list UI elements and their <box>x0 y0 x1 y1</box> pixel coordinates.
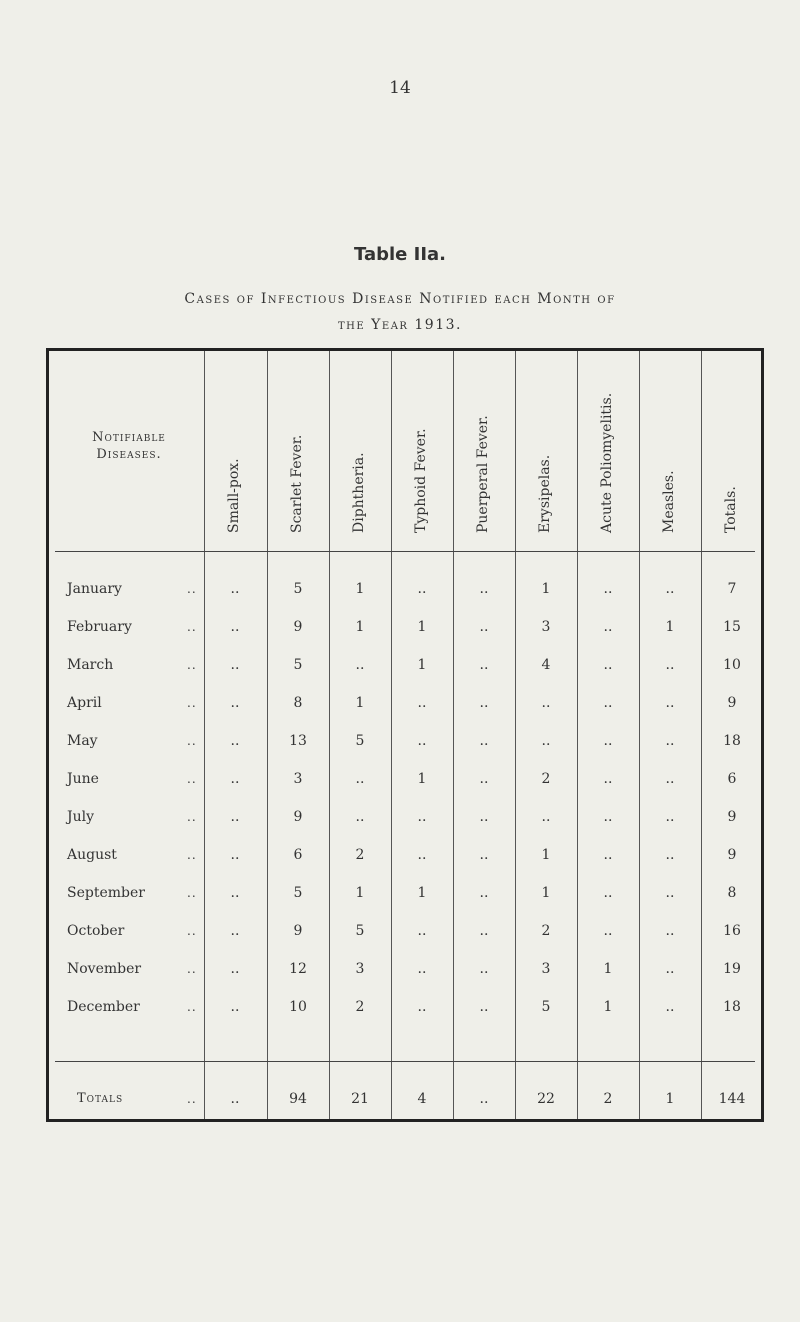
column-header: Totals. <box>723 486 739 533</box>
table-cell: .. <box>417 961 427 977</box>
table-cell: 1 <box>541 847 551 863</box>
table-cell: .. <box>479 809 489 825</box>
month-label: October <box>67 923 125 939</box>
table-cell: .. <box>230 771 240 787</box>
table-cell: .. <box>355 809 365 825</box>
month-label: June <box>67 771 99 787</box>
table-cell: 9 <box>727 809 737 825</box>
table-cell: .. <box>603 885 613 901</box>
leader-dots: .. <box>187 886 197 900</box>
table-cell: 3 <box>293 771 303 787</box>
table-cell: .. <box>603 695 613 711</box>
table-cell: .. <box>665 581 675 597</box>
table-cell: .. <box>665 961 675 977</box>
table-cell: .. <box>230 581 240 597</box>
table-cell: 1 <box>665 619 675 635</box>
month-label: September <box>67 885 145 901</box>
table-cell: .. <box>603 847 613 863</box>
table-cell: .. <box>479 657 489 673</box>
table-cell: .. <box>603 733 613 749</box>
table-cell: 2 <box>541 771 551 787</box>
month-label: March <box>67 657 114 673</box>
table-cell: .. <box>479 581 489 597</box>
totals-cell: 1 <box>665 1091 675 1107</box>
table-cell: .. <box>665 885 675 901</box>
table-cell: .. <box>230 733 240 749</box>
totals-cell: 22 <box>537 1091 555 1107</box>
leader-dots: .. <box>187 658 197 672</box>
table-cell: 9 <box>293 809 303 825</box>
table-cell: .. <box>603 619 613 635</box>
table-cell: .. <box>541 733 551 749</box>
totals-cell: .. <box>479 1091 489 1107</box>
table-cell: .. <box>665 999 675 1015</box>
table-cell: .. <box>230 619 240 635</box>
table-cell: .. <box>665 847 675 863</box>
totals-rule <box>55 1061 755 1062</box>
page-number: 14 <box>389 78 411 98</box>
leader-dots: .. <box>187 1000 197 1014</box>
column-header: Acute Poliomyelitis. <box>599 392 615 533</box>
table-cell: .. <box>479 695 489 711</box>
table-cell: 1 <box>355 581 365 597</box>
table-cell: 6 <box>293 847 303 863</box>
table-cell: 9 <box>293 923 303 939</box>
table-cell: 1 <box>603 961 613 977</box>
table-cell: .. <box>230 885 240 901</box>
table-cell: 2 <box>541 923 551 939</box>
month-label: August <box>67 847 117 863</box>
table-cell: .. <box>603 581 613 597</box>
table-cell: 8 <box>293 695 303 711</box>
column-header: Measles. <box>661 470 677 533</box>
leader-dots: .. <box>187 848 197 862</box>
table-cell: .. <box>355 657 365 673</box>
table-cell: .. <box>541 809 551 825</box>
table-cell: .. <box>355 771 365 787</box>
month-label: July <box>67 809 95 825</box>
column-header: Typhoid Fever. <box>413 428 429 533</box>
totals-cell: 94 <box>289 1091 307 1107</box>
table-cell: 9 <box>727 847 737 863</box>
table-cell: .. <box>665 733 675 749</box>
table-cell: .. <box>417 809 427 825</box>
table-cell: 5 <box>293 885 303 901</box>
totals-cell: 21 <box>351 1091 369 1107</box>
table-cell: 5 <box>355 733 365 749</box>
table-cell: .. <box>603 657 613 673</box>
table-subtitle <box>0 286 800 338</box>
totals-cell: 4 <box>417 1091 427 1107</box>
table-cell: .. <box>230 695 240 711</box>
leader-dots: .. <box>187 810 197 824</box>
table-cell: 1 <box>541 885 551 901</box>
column-header: Diphtheria. <box>351 452 367 533</box>
table-cell: 8 <box>727 885 737 901</box>
table-cell: .. <box>230 809 240 825</box>
table-cell: 9 <box>293 619 303 635</box>
table-cell: .. <box>603 771 613 787</box>
table-cell: .. <box>665 809 675 825</box>
totals-label: Totals <box>77 1091 124 1106</box>
column-header: Small-pox. <box>226 458 242 533</box>
table-cell: 6 <box>727 771 737 787</box>
table-cell: .. <box>417 923 427 939</box>
table-cell: .. <box>417 581 427 597</box>
table-cell: 1 <box>417 619 427 635</box>
month-label: January <box>67 581 122 597</box>
leader-dots: .. <box>187 582 197 596</box>
table-cell: 19 <box>723 961 741 977</box>
table-cell: .. <box>665 923 675 939</box>
table-cell: .. <box>603 923 613 939</box>
table-cell: .. <box>417 733 427 749</box>
table-cell: .. <box>230 961 240 977</box>
table-cell: .. <box>417 695 427 711</box>
table-cell: 1 <box>355 695 365 711</box>
totals-cell: 144 <box>718 1091 746 1107</box>
month-label: February <box>67 619 132 635</box>
table-cell: 3 <box>541 619 551 635</box>
column-header: Puerperal Fever. <box>475 415 491 533</box>
table-cell: 1 <box>603 999 613 1015</box>
leader-dots: .. <box>187 924 197 938</box>
table-cell: 1 <box>541 581 551 597</box>
table-cell: 10 <box>723 657 741 673</box>
totals-cell: 2 <box>603 1091 613 1107</box>
table-cell: 1 <box>355 619 365 635</box>
table-cell: 18 <box>723 733 741 749</box>
table-cell: 3 <box>541 961 551 977</box>
leader-dots: .. <box>187 696 197 710</box>
table-cell: 12 <box>289 961 307 977</box>
table-cell: 5 <box>293 581 303 597</box>
table-cell: 1 <box>355 885 365 901</box>
table-cell: 5 <box>541 999 551 1015</box>
table-cell: 18 <box>723 999 741 1015</box>
table-cell: .. <box>479 923 489 939</box>
leader-dots: .. <box>187 1092 197 1106</box>
table-cell: .. <box>479 999 489 1015</box>
table-cell: 2 <box>355 847 365 863</box>
table-cell: .. <box>230 999 240 1015</box>
table-cell: 1 <box>417 657 427 673</box>
first-column-header: Notifiable Diseases. <box>92 430 166 462</box>
table-cell: 4 <box>541 657 551 673</box>
table-cell: 5 <box>355 923 365 939</box>
disease-table <box>46 348 764 1122</box>
table-cell: .. <box>230 657 240 673</box>
table-cell: .. <box>479 771 489 787</box>
table-cell: 5 <box>293 657 303 673</box>
month-label: November <box>67 961 142 977</box>
table-cell: .. <box>665 695 675 711</box>
table-title: Table IIa. <box>353 244 446 265</box>
table-cell: .. <box>479 733 489 749</box>
table-cell: 3 <box>355 961 365 977</box>
leader-dots: .. <box>187 620 197 634</box>
table-cell: 9 <box>727 695 737 711</box>
table-cell: .. <box>417 999 427 1015</box>
table-cell: .. <box>603 809 613 825</box>
month-label: December <box>67 999 140 1015</box>
table-cell: 7 <box>727 581 737 597</box>
table-cell: .. <box>479 847 489 863</box>
table-cell: .. <box>230 923 240 939</box>
month-label: April <box>67 695 102 711</box>
table-cell: 1 <box>417 885 427 901</box>
leader-dots: .. <box>187 734 197 748</box>
table-cell: .. <box>541 695 551 711</box>
table-cell: 1 <box>417 771 427 787</box>
table-cell: .. <box>479 619 489 635</box>
totals-cell: .. <box>230 1091 240 1107</box>
table-cell: .. <box>479 885 489 901</box>
table-cell: 2 <box>355 999 365 1015</box>
table-cell: 16 <box>723 923 741 939</box>
column-header: Erysipelas. <box>537 454 553 533</box>
table-cell: .. <box>665 771 675 787</box>
subtitle-line-1: Cases of Infectious Disease Notified each Month of <box>184 291 616 307</box>
table-cell: .. <box>417 847 427 863</box>
table-cell: .. <box>665 657 675 673</box>
table-cell: 13 <box>289 733 307 749</box>
column-header: Scarlet Fever. <box>289 434 305 533</box>
table-cell: .. <box>230 847 240 863</box>
table-cell: .. <box>479 961 489 977</box>
month-label: May <box>67 733 98 749</box>
header-rule <box>55 551 755 552</box>
leader-dots: .. <box>187 772 197 786</box>
table-cell: 10 <box>289 999 307 1015</box>
table-cell: 15 <box>723 619 741 635</box>
leader-dots: .. <box>187 962 197 976</box>
subtitle-line-2: the Year 1913. <box>338 317 462 333</box>
